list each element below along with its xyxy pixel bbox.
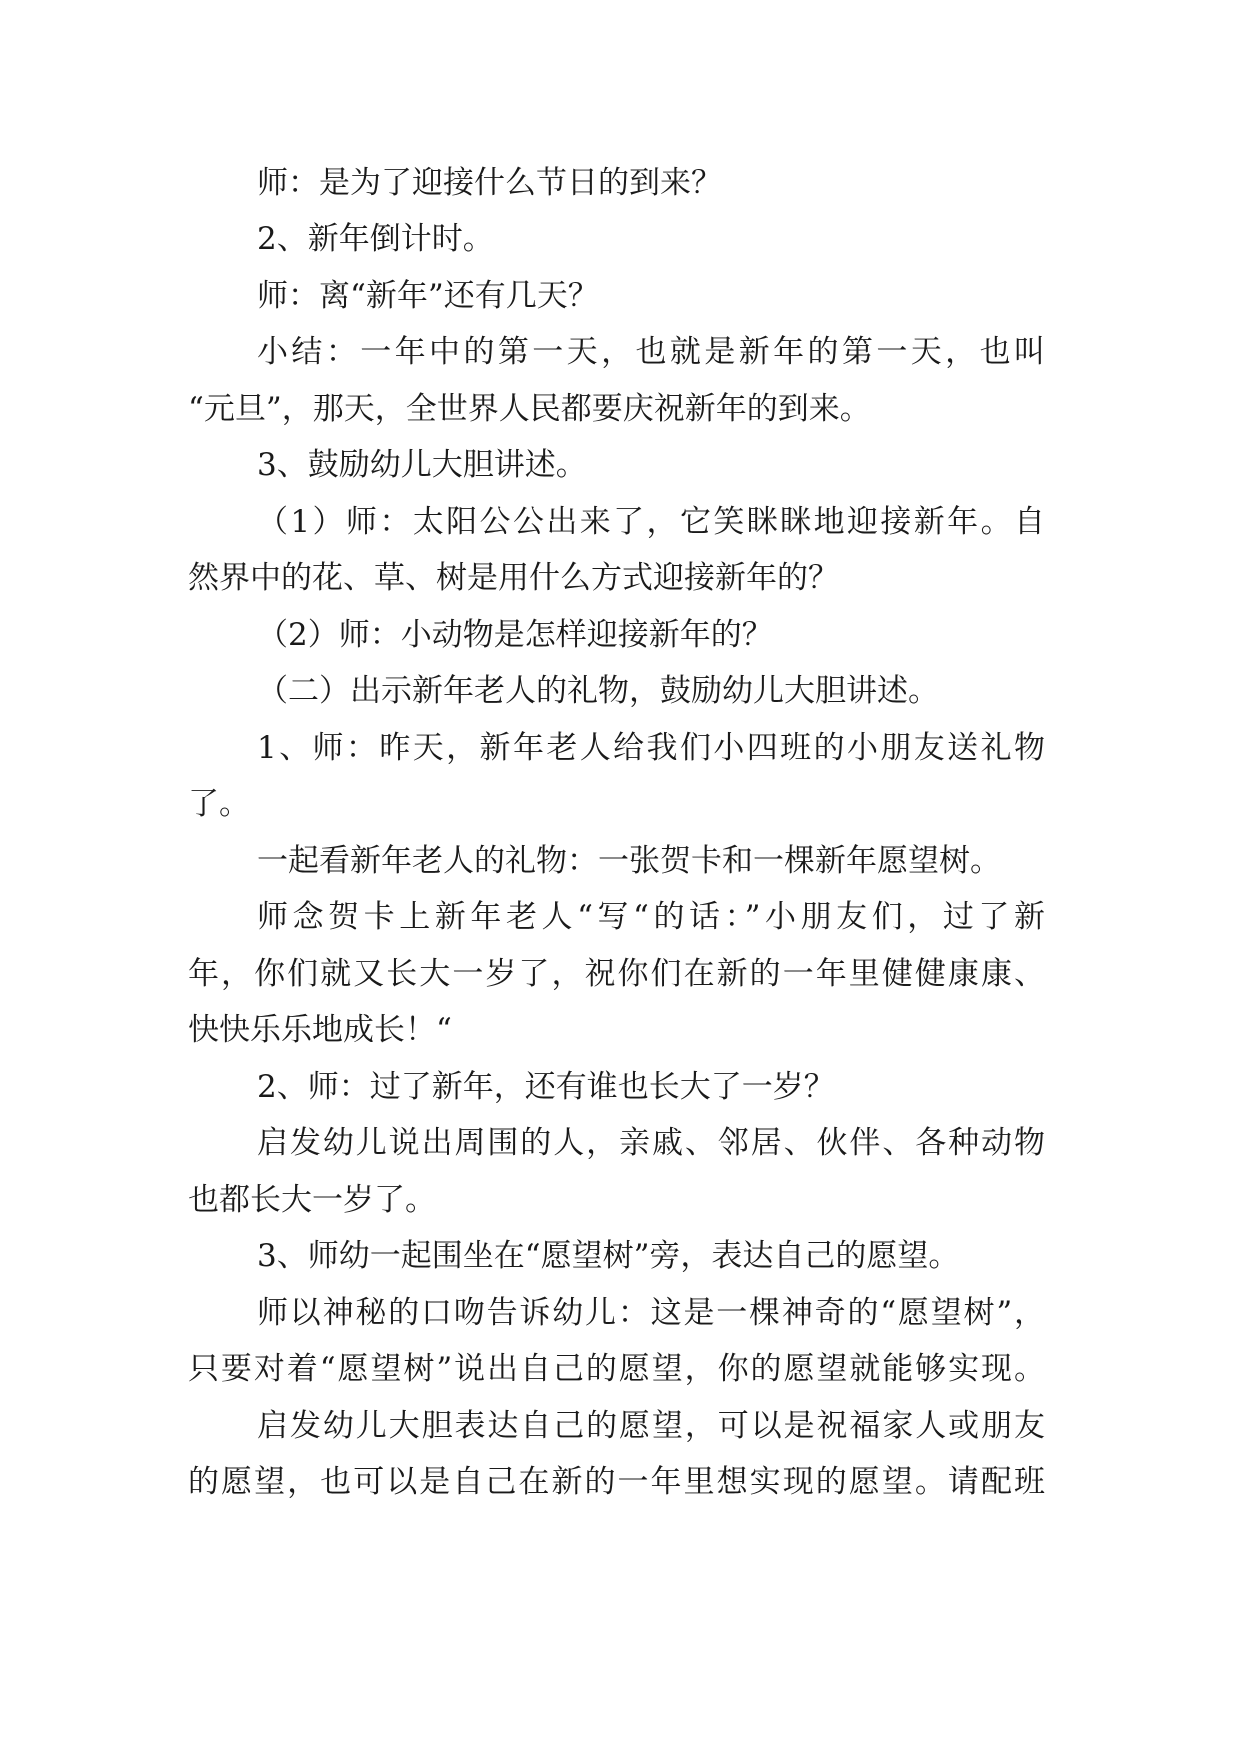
text-line: 2、新年倒计时。 [257,221,494,257]
text-line: 的愿望，也可以是自己在新的一年里想实现的愿望。请配班 [188,1464,1045,1500]
text-line: 2、师：过了新年，还有谁也长大了一岁？ [257,1069,835,1105]
text-line: 一起看新年老人的礼物：一张贺卡和一棵新年愿望树。 [257,843,1001,879]
text-line: 启发幼儿大胆表达自己的愿望，可以是祝福家人或朋友 [257,1408,1045,1444]
text-line: “元旦”，那天，全世界人民都要庆祝新年的到来。 [188,391,871,427]
text-line: 了。 [188,786,250,822]
text-line: 启发幼儿说出周围的人，亲戚、邻居、伙伴、各种动物 [257,1125,1045,1161]
text-line: 也都长大一岁了。 [188,1182,436,1218]
text-line: 师：离“新年”还有几天？ [257,278,599,314]
text-line: 1、师：昨天，新年老人给我们小四班的小朋友送礼物 [257,730,1045,766]
text-line: （二）出示新年老人的礼物，鼓励幼儿大胆讲述。 [257,673,939,709]
text-line: （2）师：小动物是怎样迎接新年的？ [257,617,773,653]
text-line: 师念贺卡上新年老人“写“的话：”小朋友们，过了新 [257,899,1045,935]
text-line: 师：是为了迎接什么节日的到来？ [257,165,722,201]
text-line: （1）师：太阳公公出来了，它笑眯眯地迎接新年。自 [257,504,1045,540]
text-line: 只要对着“愿望树”说出自己的愿望，你的愿望就能够实现。 [188,1351,1045,1387]
text-line: 然界中的花、草、树是用什么方式迎接新年的？ [188,560,839,596]
text-line: 小结：一年中的第一天，也就是新年的第一天，也叫 [257,334,1045,370]
text-line: 师以神秘的口吻告诉幼儿：这是一棵神奇的“愿望树”， [257,1295,1045,1331]
text-line: 3、师幼一起围坐在“愿望树”旁，表达自己的愿望。 [257,1238,960,1274]
text-line: 快快乐乐地成长！“ [188,1012,452,1048]
text-line: 3、鼓励幼儿大胆讲述。 [257,447,587,483]
text-line: 年，你们就又长大一岁了，祝你们在新的一年里健健康康、 [188,956,1045,992]
